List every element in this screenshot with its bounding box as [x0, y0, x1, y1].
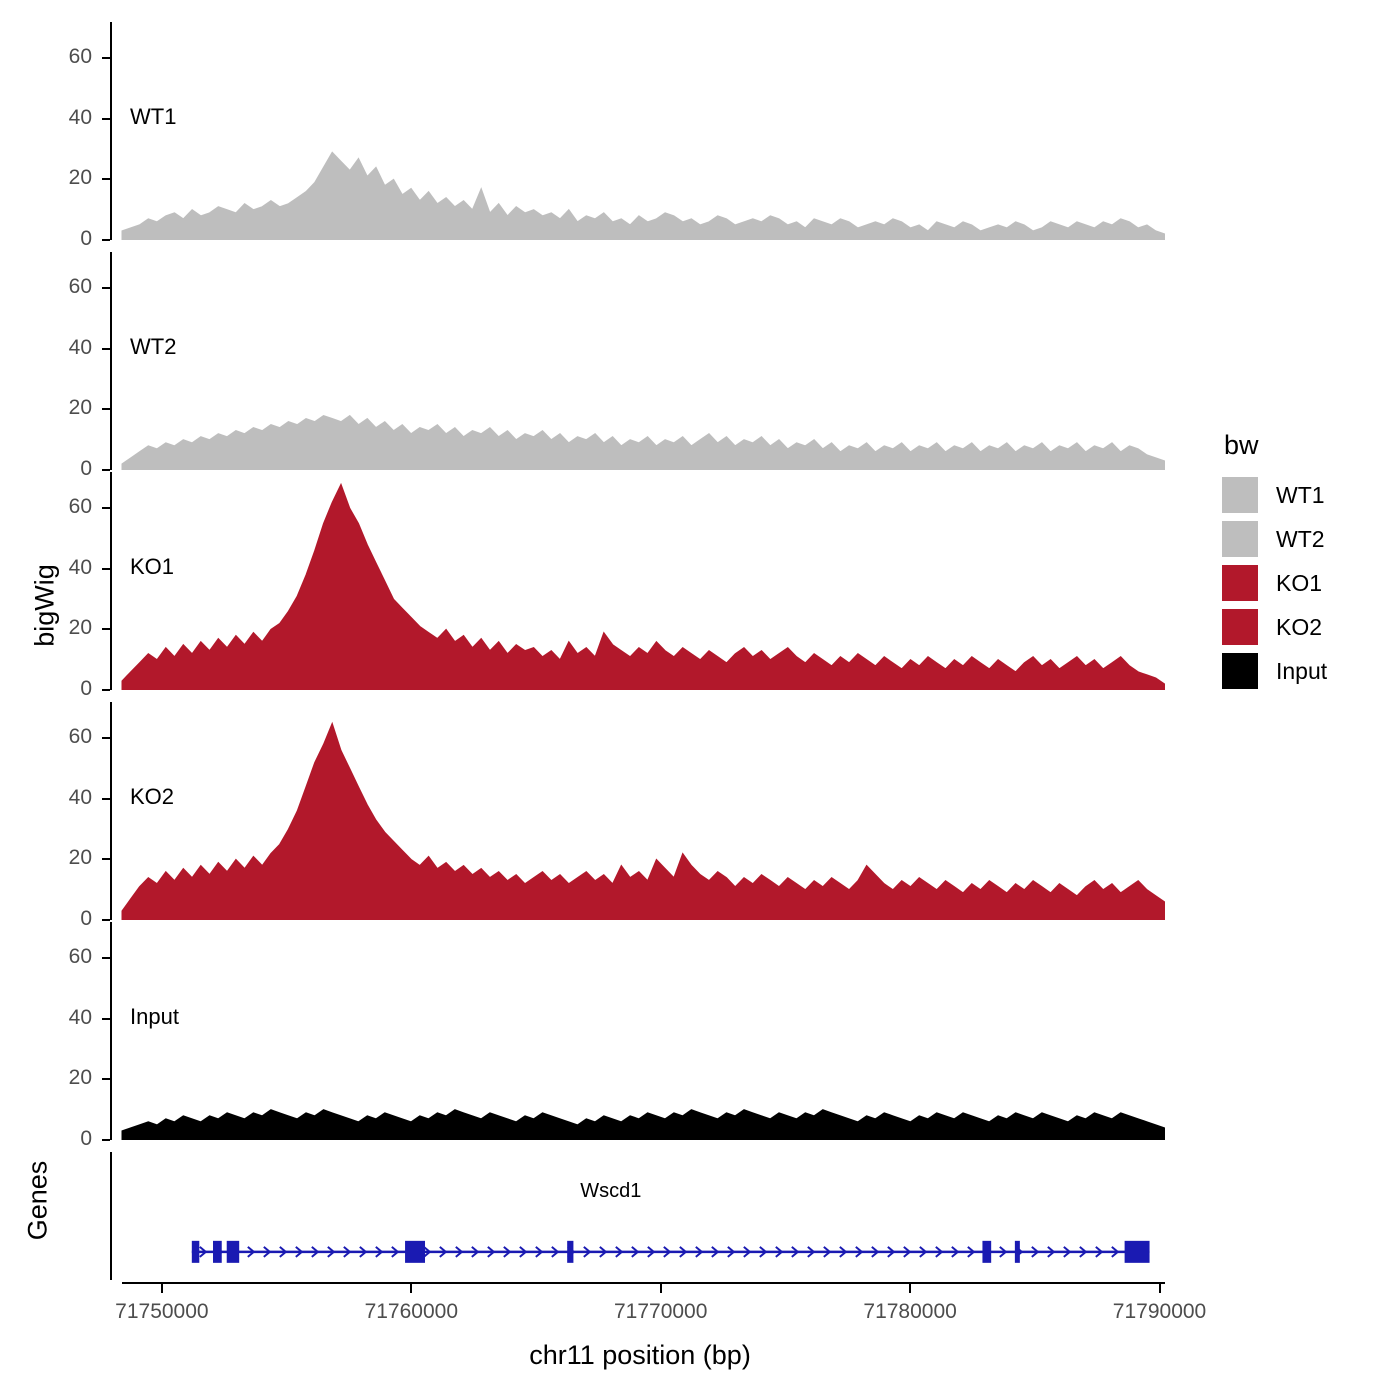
y-tick-mark: [102, 239, 110, 241]
legend-swatch: [1222, 653, 1258, 689]
legend-label: WT1: [1276, 481, 1325, 508]
gene-label: Wscd1: [580, 1180, 642, 1202]
area-plot-wt1: [112, 22, 1172, 240]
legend-label: Input: [1276, 657, 1328, 684]
y-axis-line: [110, 472, 112, 690]
legend-label: WT2: [1276, 525, 1325, 552]
y-tick-mark: [102, 737, 110, 739]
panel-wt2: [112, 252, 1172, 470]
y-tick-label: 40: [68, 1005, 92, 1029]
y-axis-title-bigwig: bigWig: [29, 564, 60, 647]
y-tick-mark: [102, 469, 110, 471]
x-tick-label: 71790000: [1112, 1300, 1207, 1323]
legend-title: bw: [1224, 430, 1259, 460]
legend-swatch: [1222, 477, 1258, 513]
area-plot-wt2: [112, 252, 1172, 470]
y-tick-label: 60: [68, 495, 92, 519]
legend-label: KO1: [1276, 569, 1323, 596]
legend-rows: [1222, 473, 1392, 693]
y-tick-mark: [102, 957, 110, 959]
y-tick-mark: [102, 1018, 110, 1020]
legend-item-wt2[interactable]: [1222, 517, 1392, 561]
legend: [1222, 430, 1392, 693]
legend-swatch: [1222, 565, 1258, 601]
y-tick-mark: [102, 798, 110, 800]
legend-item-ko2[interactable]: [1222, 605, 1392, 649]
y-tick-label: 0: [80, 677, 92, 700]
panel-label-wt1: WT1: [130, 103, 177, 129]
y-tick-label: 60: [68, 725, 92, 749]
x-tick-label: 71770000: [613, 1300, 708, 1323]
y-tick-label: 20: [68, 1066, 92, 1090]
y-tick-label: 20: [68, 616, 92, 640]
y-tick-mark: [102, 118, 110, 120]
y-tick-mark: [102, 689, 110, 691]
y-tick-label: 40: [68, 555, 92, 579]
panel-label-wt2: WT2: [130, 333, 177, 359]
y-axis-line: [110, 922, 112, 1140]
legend-swatch: [1222, 609, 1258, 645]
x-tick-label: 71780000: [863, 1300, 957, 1323]
x-axis-title: chr11 position (bp): [529, 1340, 751, 1370]
area-plot-input: [112, 922, 1172, 1140]
y-tick-mark: [102, 287, 110, 289]
y-tick-label: 40: [68, 335, 92, 359]
y-axis-line: [110, 252, 112, 470]
panel-input: [112, 922, 1172, 1140]
x-tick-mark: [660, 1284, 662, 1293]
y-tick-mark: [102, 919, 110, 921]
y-axis-line: [110, 22, 112, 240]
legend-item-wt1[interactable]: [1222, 473, 1392, 517]
y-tick-label: 20: [68, 846, 92, 870]
y-tick-label: 40: [68, 785, 92, 809]
x-tick-label: 71750000: [115, 1300, 209, 1323]
y-tick-mark: [102, 348, 110, 350]
y-tick-label: 20: [68, 166, 92, 190]
y-tick-mark: [102, 628, 110, 630]
legend-item-input[interactable]: [1222, 649, 1392, 693]
y-tick-mark: [102, 408, 110, 410]
panel-wt1: [112, 22, 1172, 240]
x-tick-mark: [410, 1284, 412, 1293]
y-axis-title-genes: Genes: [22, 1160, 53, 1241]
x-axis-line: [122, 1282, 1165, 1284]
y-tick-mark: [102, 1078, 110, 1080]
y-tick-mark: [102, 178, 110, 180]
y-tick-mark: [102, 568, 110, 570]
y-tick-label: 60: [68, 945, 92, 969]
panel-label-ko1: KO1: [130, 553, 175, 579]
x-tick-mark: [909, 1284, 911, 1293]
panel-label-input: Input: [130, 1003, 179, 1029]
x-tick-mark: [1159, 1284, 1161, 1293]
y-tick-label: 0: [80, 457, 92, 480]
genes-y-axis-line: [110, 1152, 112, 1280]
legend-label: KO2: [1276, 613, 1323, 640]
legend-item-ko1[interactable]: [1222, 561, 1392, 605]
gene-model-wscd1[interactable]: [112, 1152, 1172, 1280]
y-tick-mark: [102, 1139, 110, 1141]
area-plot-ko2: [112, 702, 1172, 920]
y-axis-line: [110, 702, 112, 920]
y-tick-label: 0: [80, 227, 92, 250]
panel-ko1: [112, 472, 1172, 690]
panel-ko2: [112, 702, 1172, 920]
x-tick-label: 71760000: [364, 1300, 458, 1323]
area-plot-ko1: [112, 472, 1172, 690]
y-tick-label: 0: [80, 1127, 92, 1150]
y-tick-label: 60: [68, 275, 92, 299]
y-tick-label: 0: [80, 907, 92, 930]
panel-genes: [112, 1152, 1172, 1280]
y-tick-mark: [102, 858, 110, 860]
y-tick-mark: [102, 57, 110, 59]
y-tick-label: 60: [68, 45, 92, 69]
y-tick-label: 20: [68, 396, 92, 420]
y-tick-label: 40: [68, 105, 92, 129]
legend-swatch: [1222, 521, 1258, 557]
x-tick-mark: [161, 1284, 163, 1293]
panel-label-ko2: KO2: [130, 783, 175, 809]
y-tick-mark: [102, 507, 110, 509]
